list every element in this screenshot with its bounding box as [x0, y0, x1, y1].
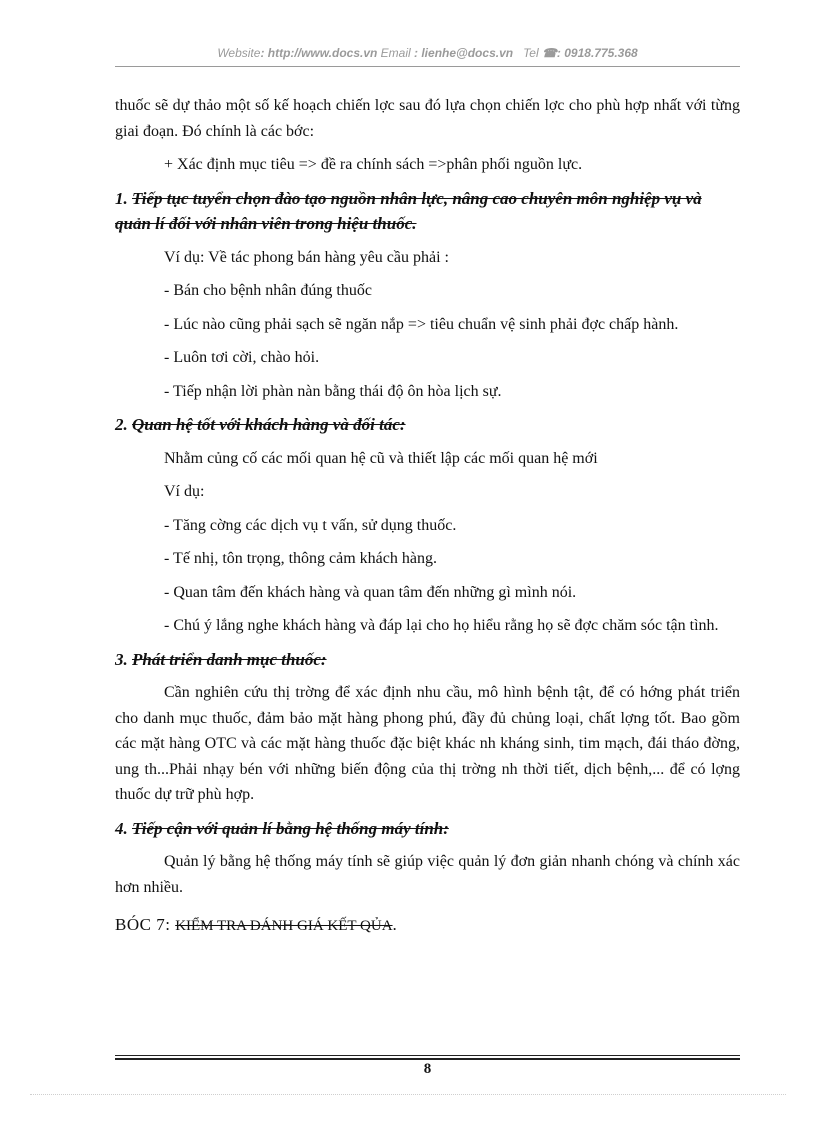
paragraph: - Quan tâm đến khách hàng và quan tâm đến những gì mình nói.	[164, 583, 577, 601]
footer-rule	[115, 1055, 740, 1056]
website-value: : http://www.docs.vn	[260, 46, 378, 60]
header-rule	[115, 66, 740, 67]
section-title: Tiếp cận với quản lí bằng hệ thống máy tính:	[132, 818, 449, 838]
paragraph: Quản lý bằng hệ thống máy tính sẽ giúp việc quản lý đơn giản nhanh chóng và chính xác hơn nhiều.	[115, 853, 740, 896]
section-heading-2: 2. Quan hệ tốt với khách hàng và đối tác:	[115, 415, 406, 434]
step-label: BÓC 7:	[115, 915, 171, 934]
section-heading-1: 1. Tiếp tục tuyển chọn đào tạo nguồn nhân lực, nâng cao chuyên môn nghiệp vụ và quản lí đối với nhân viên trong hiệu thuốc.	[115, 188, 702, 233]
section-title: Tiếp tục tuyển chọn đào tạo nguồn nhân lực, nâng cao chuyên môn nghiệp vụ và quản lí đối với nhân viên trong hiệu thuốc.	[115, 188, 702, 233]
tel-label: Tel	[513, 46, 542, 60]
page-border-dotted	[30, 1094, 786, 1095]
paragraph: - Tăng cờng các dịch vụ t vấn, sử dụng thuốc.	[164, 516, 457, 534]
email-value: : lienhe@docs.vn	[410, 46, 514, 60]
section-title: Phát triển danh mục thuốc:	[132, 649, 327, 669]
paragraph: thuốc sẽ dự thảo một số kế hoạch chiến lợc sau đó lựa chọn chiến lợc cho phù hợp nhất với từng giai đoạn. Đó chính là các bớc:	[115, 97, 740, 140]
section-heading-3: 3. Phát triển danh mục thuốc:	[115, 649, 327, 669]
paragraph: Nhằm củng cố các mối quan hệ cũ và thiết lập các mối quan hệ mới	[164, 449, 598, 467]
page-number: 8	[423, 1061, 432, 1077]
tel-value: ☎: 0918.775.368	[541, 46, 638, 60]
section-title: Quan hệ tốt với khách hàng và đối tác:	[132, 415, 406, 434]
paragraph: Ví dụ:	[164, 483, 205, 500]
website-label: Website	[217, 46, 261, 60]
email-label: Email	[377, 46, 411, 60]
paragraph: - Luôn tơi cời, chào hỏi.	[164, 349, 320, 366]
footer-rule	[115, 1058, 740, 1060]
page-header	[115, 46, 740, 60]
paragraph: - Bán cho bệnh nhân đúng thuốc	[164, 282, 372, 299]
step-title: KIỂM TRA ĐÁNH GIÁ KẾT QỦA	[175, 918, 393, 934]
step-heading: BÓC 7: KIỂM TRA ĐÁNH GIÁ KẾT QỦA.	[115, 915, 398, 934]
paragraph: Ví dụ: Về tác phong bán hàng yêu cầu phải :	[164, 248, 449, 266]
paragraph: - Lúc nào cũng phải sạch sẽ ngăn nắp => tiêu chuẩn vệ sinh phải đợc chấp hành.	[164, 315, 679, 333]
paragraph: - Chú ý lắng nghe khách hàng và đáp lại cho họ hiểu rằng họ sẽ đợc chăm sóc tận tình.	[164, 617, 719, 634]
paragraph: + Xác định mục tiêu => đề ra chính sách =>phân phối nguồn lực.	[164, 156, 583, 173]
section-heading-4: 4. Tiếp cận với quản lí bằng hệ thống máy tính:	[115, 818, 449, 838]
document-body	[115, 93, 740, 939]
paragraph: - Tế nhị, tôn trọng, thông cảm khách hàng.	[164, 550, 437, 567]
paragraph: - Tiếp nhận lời phàn nàn bằng thái độ ôn hòa lịch sự.	[164, 382, 502, 400]
paragraph: Cần nghiên cứu thị trờng để xác định nhu cầu, mô hình bệnh tật, để có hớng phát triển cho danh mục thuốc, đảm bảo mặt hàng phong phú, đầy đủ chủng loại, chất lợng tốt. Bao gồm các mặt hàng OTC và các mặt hàng thuốc đặc biệt khác nh kháng sinh, tim mạch, đái tháo đờng, ung th...Phải nhạy bén với những biến động của thị trờng nh thời tiết, dịch bệnh,... để có lợng thuốc dự trữ phù hợp.	[115, 684, 740, 803]
